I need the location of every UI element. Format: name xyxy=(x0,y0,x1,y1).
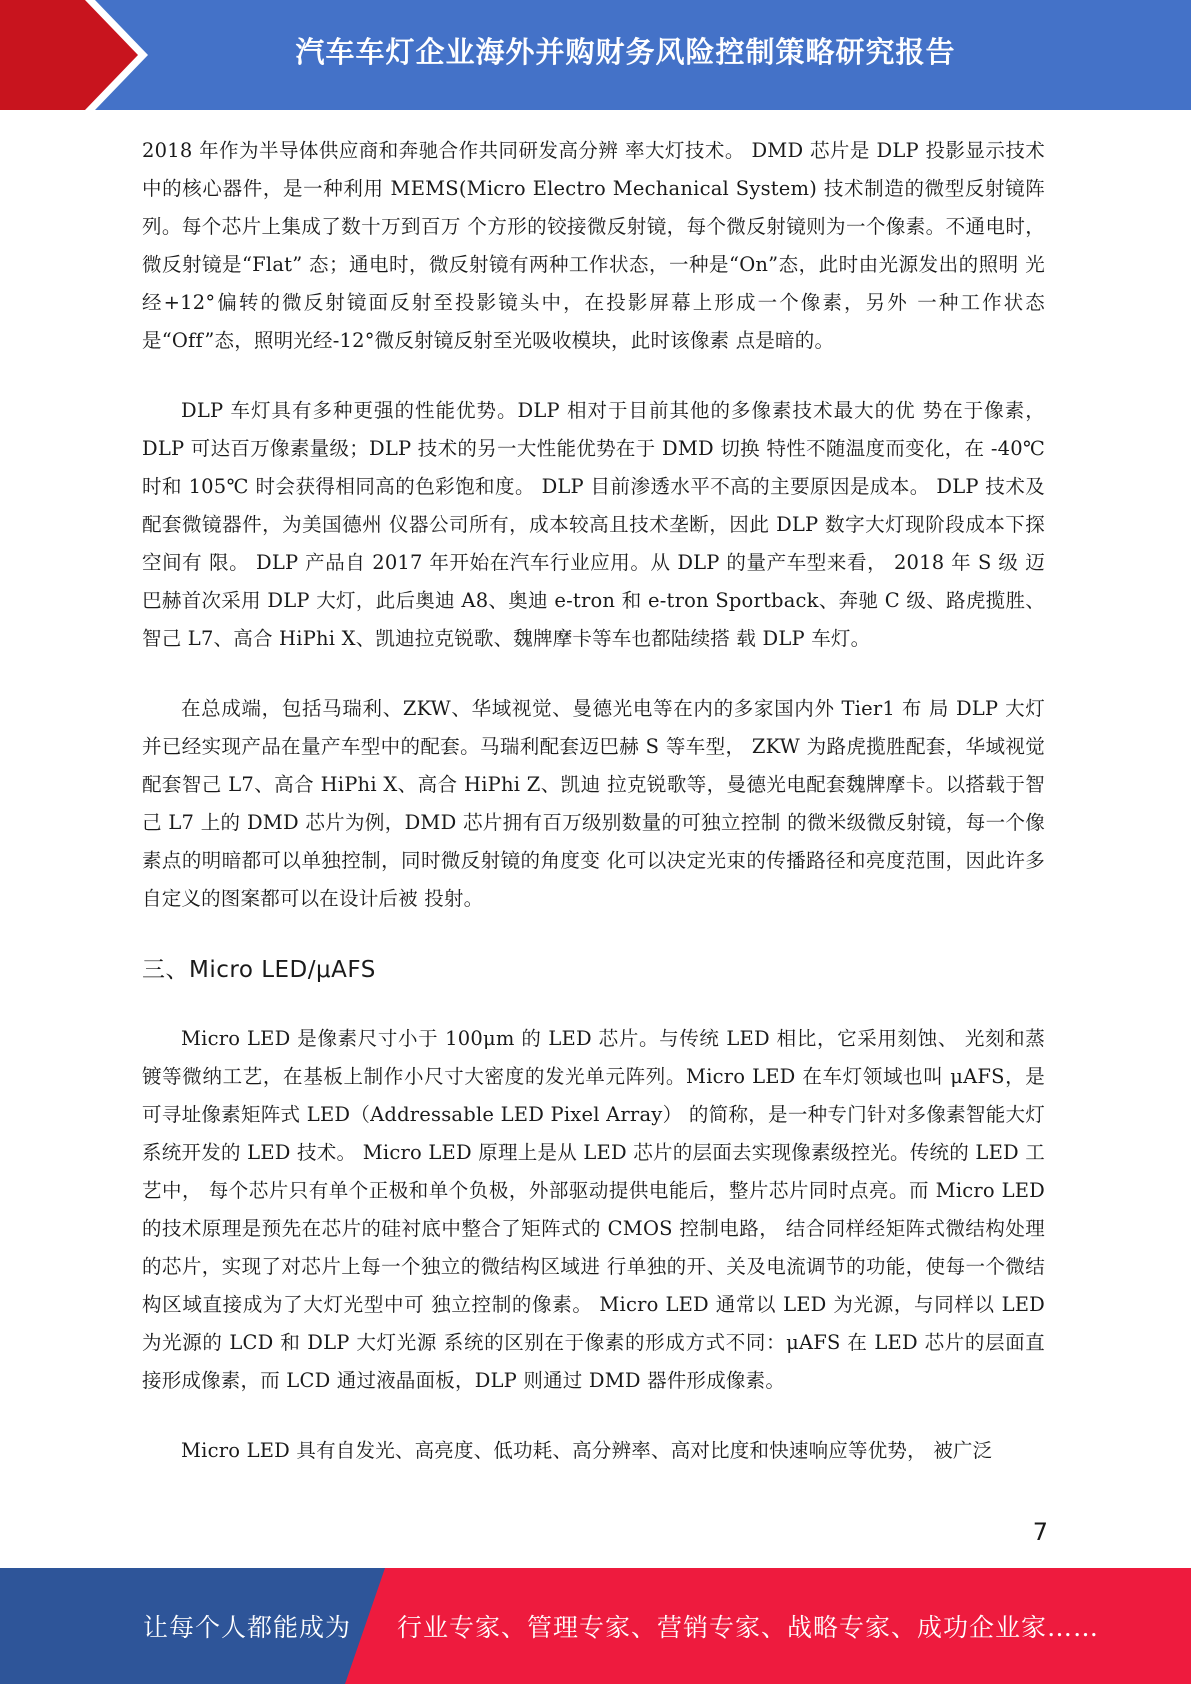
paragraph-tier1: 在总成端，包括马瑞利、ZKW、华域视觉、曼德光电等在内的多家国内外 Tier1 布 局 DLP 大灯并已经实现产品在量产车型中的配套。马瑞利配套迈巴赫 S 等车型， ZKW 为路虎揽胜配套，华域视觉配套智己 L7、高合 HiPhi X、高合 HiPhi Z、凯迪 拉克锐歌等，曼德光电配套魏牌摩卡。以搭载于智己 L7 上的 DMD 芯片为例，DMD 芯片拥有百万级别数量的可独立控制 的微米级微反射镜，每一个像素点的明暗都可以单独控制，同时微反射镜的角度变 化可以决定光束的传播路径和亮度范围，因此许多自定义的图案都可以在设计后被 投射。 xyxy=(142,697,1045,910)
paragraph-dmd: 2018 年作为半导体供应商和奔驰合作共同研发高分辨 率大灯技术。 DMD 芯片是 DLP 投影显示技术中的核心器件，是一种利用 MEMS(Micro Electro Mechanical System) 技术制造的微型反射镜阵列。每个芯片上集成了数十万到百万 个方形的铰接微反射镜，每个微反射镜则为一个像素。不通电时，微反射镜是“Flat” 态；通电时，微反射镜有两种工作状态，一种是“On”态，此时由光源发出的照明 光经+12°偏转的微反射镜面反射至投影镜头中，在投影屏幕上形成一个像素，另外 一种工作状态是“Off”态，照明光经-12°微反射镜反射至光吸收模块，此时该像素 点是暗的。 xyxy=(142,139,1045,352)
paragraph-dlp-advantages: DLP 车灯具有多种更强的性能优势。DLP 相对于目前其他的多像素技术最大的优 势在于像素，DLP 可达百万像素量级；DLP 技术的另一大性能优势在于 DMD 切换 特性不随温度而变化，在 -40℃ 时和 105℃ 时会获得相同高的色彩饱和度。 DLP 目前渗透水平不高的主要原因是成本。 DLP 技术及配套微镜器件，为美国德州 仪器公司所有，成本较高且技术垄断，因此 DLP 数字大灯现阶段成本下探空间有 限。 DLP 产品自 2017 年开始在汽车行业应用。从 DLP 的量产车型来看， 2018 年 S 级 迈巴赫首次采用 DLP 大灯，此后奥迪 A8、奥迪 e-tron 和 e-tron Sportback、奔驰 C 级、路虎揽胜、智己 L7、高合 HiPhi X、凯迪拉克锐歌、魏牌摩卡等车也都陆续搭 载 DLP 车灯。 xyxy=(142,399,1045,650)
document-title: 汽车车灯企业海外并购财务风险控制策略研究报告 xyxy=(295,34,956,69)
section-heading: 三、Micro LED/μAFS xyxy=(142,957,376,983)
page-number: 7 xyxy=(1032,1518,1048,1546)
footer-slogan-left: 让每个人都能成为 xyxy=(143,1613,352,1642)
paragraph-micro-led-advantages: Micro LED 具有自发光、高亮度、低功耗、高分辨率、高对比度和快速响应等优势， 被广泛 xyxy=(181,1439,993,1462)
paragraph-micro-led: Micro LED 是像素尺寸小于 100μm 的 LED 芯片。与传统 LED 相比，它采用刻蚀、 光刻和蒸镀等微纳工艺，在基板上制作小尺寸大密度的发光单元阵列。Micro LED 在车灯领域也叫 μAFS，是可寻址像素矩阵式 LED（Addressable LED Pixel Array） 的简称，是一种专门针对多像素智能大灯系统开发的 LED 技术。 Micro LED 原理上是从 LED 芯片的层面去实现像素级控光。传统的 LED 工艺中， 每个芯片只有单个正极和单个负极，外部驱动提供电能后，整片芯片同时点亮。而 Micro LED 的技术原理是预先在芯片的硅衬底中整合了矩阵式的 CMOS 控制电路， 结合同样经矩阵式微结构处理的芯片，实现了对芯片上每一个独立的微结构区域进 行单独的开、关及电流调节的功能，使每一个微结构区域直接成为了大灯光型中可 独立控制的像素。 Micro LED 通常以 LED 为光源，与同样以 LED 为光源的 LCD 和 DLP 大灯光源 系统的区别在于像素的形成方式不同：μAFS 在 LED 芯片的层面直接形成像素，而 LCD 通过液晶面板，DLP 则通过 DMD 器件形成像素。 xyxy=(142,1027,1045,1392)
document-body xyxy=(142,132,1045,1470)
page-header xyxy=(0,0,1191,110)
footer-slogan-right: 行业专家、管理专家、营销专家、战略专家、成功企业家…… xyxy=(397,1613,1100,1642)
page-footer xyxy=(0,1568,1191,1684)
